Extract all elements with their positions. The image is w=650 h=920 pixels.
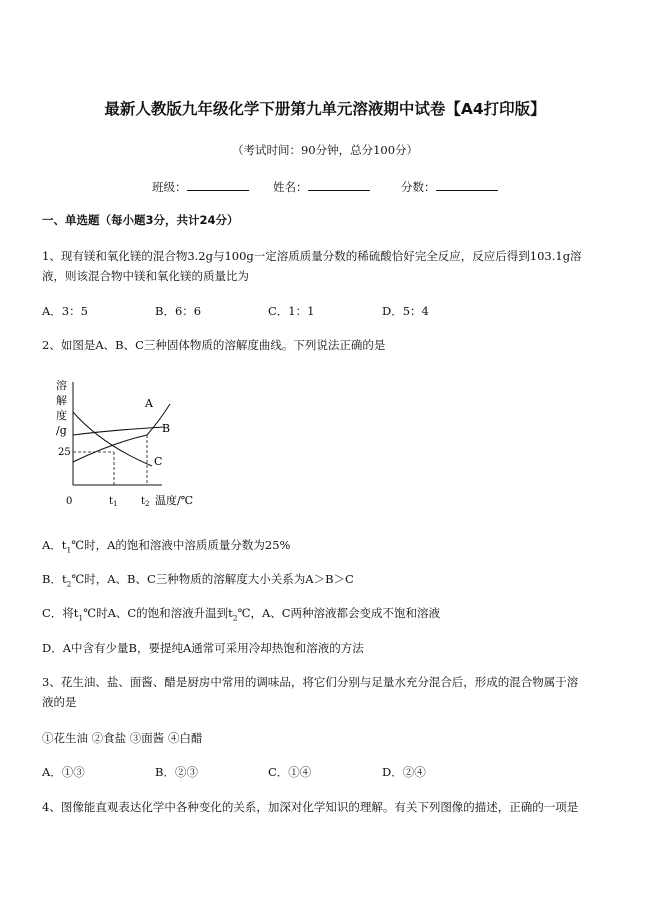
curve-b-label: B (162, 422, 171, 435)
q2-stem: 2、如图是A、B、C三种固体物质的溶解度曲线。下列说法正确的是 (42, 338, 386, 352)
class-label: 班级： (152, 180, 187, 194)
q1-option-c: C．1：1 (268, 304, 315, 318)
class-blank (187, 178, 249, 191)
t1-label: $t_1$ (109, 496, 118, 508)
q3-line2: 液的是 (42, 695, 77, 709)
q1-option-a: A．3：5 (42, 304, 88, 318)
exam-duration-note: （考试时间：90分钟，总分100分） (231, 143, 419, 157)
t2-label: $t_2$ (141, 496, 150, 508)
class-field (152, 178, 249, 195)
q1-option-b: B．6：6 (155, 304, 202, 318)
q3-option-b: B．②③ (155, 765, 198, 779)
ylabel-2: 解 (56, 394, 67, 407)
ylabel-3: 度 (56, 409, 67, 422)
score-field (401, 178, 498, 195)
page-title: 最新人教版九年级化学下册第九单元溶液期中试卷【A4打印版】 (104, 100, 546, 118)
q3-option-d: D．②④ (382, 765, 426, 779)
q3-line1: 3、花生油、盐、面酱、醋是厨房中常用的调味品，将它们分别与足量水充分混合后，形成的混合物属于溶 (42, 675, 579, 689)
ylabel-1: 溶 (56, 379, 67, 392)
q1-line2: 液，则该混合物中镁和氧化镁的质量比为 (42, 269, 249, 283)
name-field (273, 178, 370, 195)
y-tick-25: 25 (58, 447, 71, 458)
curve-c (73, 412, 152, 466)
curve-a-label: A (145, 397, 153, 410)
section-heading: 一、单选题（每小题3分，共计24分） (42, 213, 239, 227)
name-label: 姓名： (273, 180, 308, 194)
score-blank (436, 178, 498, 191)
q2-option-b: B．$t_2℃$时，A、B、C三种物质的溶解度大小关系为A＞B＞C (42, 572, 354, 589)
q1-option-d: D．5：4 (382, 304, 429, 318)
name-blank (308, 178, 370, 191)
q2-option-c: C．将$t_1℃$时A、C的饱和溶液升温到$t_2℃$，A、C两种溶液都会变成不饱和溶液 (42, 606, 441, 623)
score-label: 分数： (401, 180, 436, 194)
x-axis-label: 温度/℃ (155, 494, 194, 507)
q1-line1: 1、现有镁和氧化镁的混合物3.2g与100g一定溶质质量分数的稀硫酸恰好完全反应，反应后得到103.1g溶 (42, 249, 582, 263)
q2-option-a: A．$t_1℃$时，A的饱和溶液中溶质质量分数为25% (42, 538, 291, 555)
q3-items: ①花生油 ②食盐 ③面酱 ④白醋 (42, 731, 203, 745)
q3-option-a: A．①③ (42, 765, 85, 779)
origin-label: 0 (66, 496, 73, 507)
q2-option-d: D．A中含有少量B，要提纯A通常可采用冷却热饱和溶液的方法 (42, 641, 364, 655)
curve-c-label: C (154, 455, 163, 468)
q4-line1: 4、图像能直观表达化学中各种变化的关系，加深对化学知识的理解。有关下列图像的描述，正确的一项是 (42, 800, 579, 814)
q3-option-c: C．①④ (268, 765, 312, 779)
solubility-graph (42, 370, 212, 515)
ylabel-4: /g (56, 424, 67, 437)
